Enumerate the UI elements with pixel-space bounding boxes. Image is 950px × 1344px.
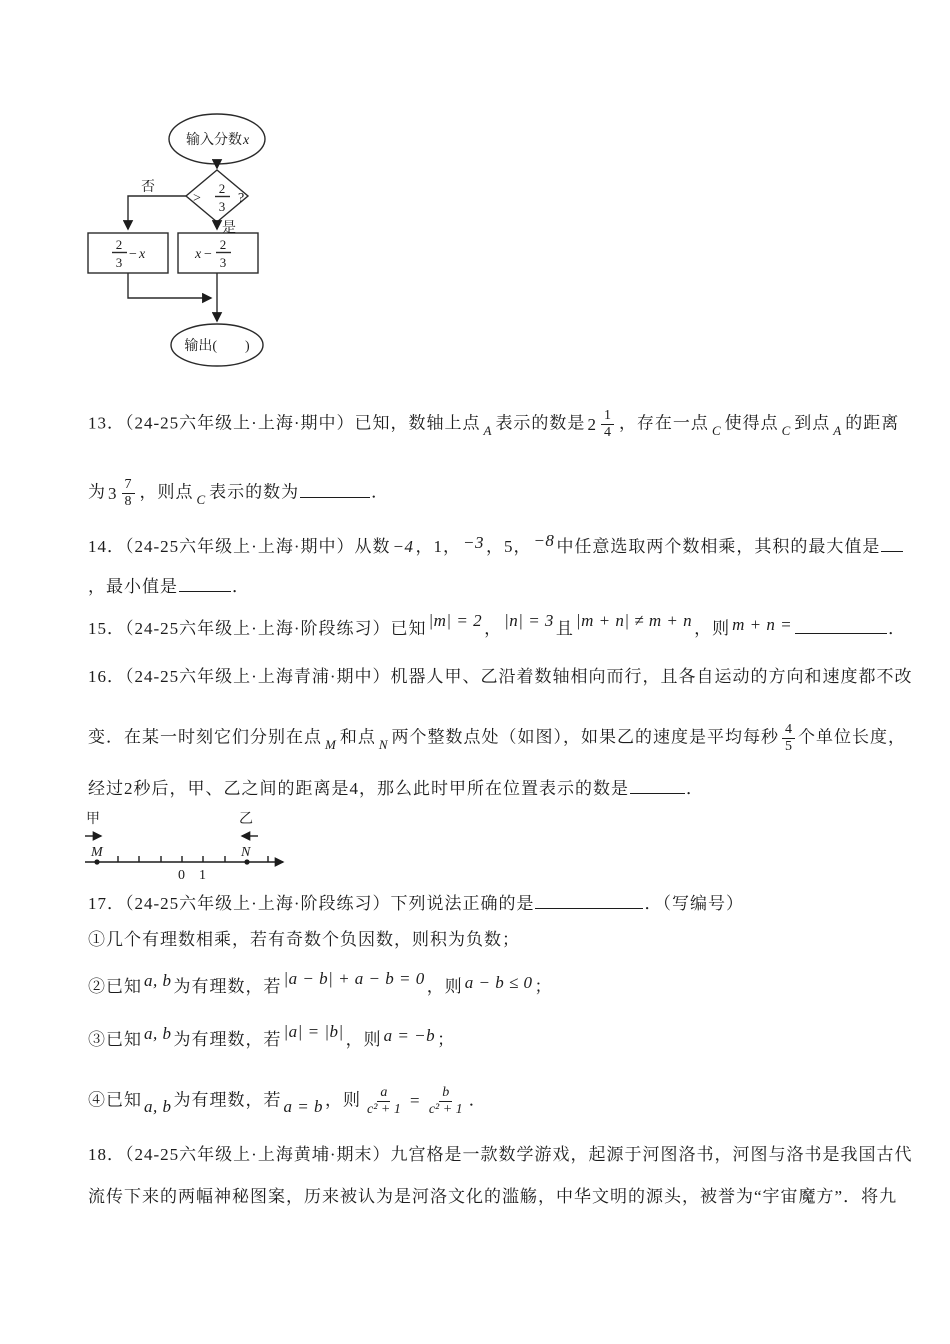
segment-frac: $\frac{4}{5}$ bbox=[782, 722, 795, 755]
segment-math: = bbox=[408, 1090, 421, 1110]
yi-label: 乙 bbox=[239, 812, 253, 827]
tick-label-zero: 0 bbox=[178, 868, 185, 883]
flowchart-end-label: 输出( ) bbox=[184, 339, 250, 354]
segment-text: ． bbox=[468, 1090, 487, 1110]
segment-math: |n| = 3 bbox=[504, 610, 554, 630]
question-18-line-2 bbox=[88, 1185, 897, 1209]
question-17-item-1 bbox=[88, 928, 520, 952]
segment-text: 为有理数，若 bbox=[173, 1030, 282, 1049]
segment-text: ，最小值是 bbox=[88, 576, 178, 596]
segment-sub: C bbox=[711, 422, 722, 438]
segment-text: 14．（24-25六年级上·上海·期中）从数 bbox=[88, 536, 391, 556]
segment-text: 中任意选取两个数相乘，其积的最大值是 bbox=[556, 536, 881, 556]
segment-text: ，5， bbox=[485, 536, 532, 556]
segment-sub: C bbox=[196, 491, 207, 507]
segment-math: |m + n| ≠ m + n bbox=[575, 610, 693, 630]
flowchart-no-label: 否 bbox=[141, 180, 155, 195]
segment-text: ， bbox=[484, 618, 503, 638]
tick-label-one: 1 bbox=[199, 868, 206, 883]
segment-text: 流传下来的两幅神秘图案，历来被认为是河洛文化的滥觞，中华文明的源头，被誉为“宇宙魔方”．将九 bbox=[88, 1187, 898, 1206]
segment-math: −4 bbox=[392, 536, 414, 556]
segment-text: 表示的数是 bbox=[495, 413, 586, 433]
segment-text: 13．（24-25六年级上·上海·期中）已知，数轴上点 bbox=[88, 413, 481, 433]
flowchart-right-numerator: 2 bbox=[219, 237, 227, 252]
segment-text: 两个整数点处（如图），如果乙的速度是平均每秒 bbox=[391, 727, 780, 747]
segment-text: 为有理数，若 bbox=[173, 977, 282, 996]
flowchart-left-denominator: 3 bbox=[115, 255, 123, 270]
segment-text: ，则 bbox=[345, 1030, 382, 1049]
segment-text: ． bbox=[232, 576, 250, 596]
question-17-item-4 bbox=[88, 1085, 487, 1118]
segment-text: ； bbox=[534, 977, 553, 996]
point-m-dot bbox=[94, 859, 99, 864]
segment-text: 到点 bbox=[794, 413, 831, 433]
segment-text: ． bbox=[371, 482, 390, 502]
segment-math: a, b bbox=[144, 971, 172, 990]
segment-text: ． bbox=[686, 778, 704, 798]
segment-text: ，则点 bbox=[139, 482, 194, 502]
flowchart-cond-denominator: 3 bbox=[218, 199, 226, 214]
segment-text: 个单位长度， bbox=[798, 727, 907, 747]
segment-text: 经过2秒后，甲、乙之间的距离是4，那么此时甲所在位置表示的数是 bbox=[88, 778, 629, 798]
segment-text: 15．（24-25六年级上·上海·阶段练习）已知 bbox=[88, 618, 427, 638]
segment-text: 17．（24-25六年级上·上海·阶段练习）下列说法正确的是 bbox=[88, 893, 535, 913]
segment-mixed: 3 $\frac{7}{8}$ bbox=[108, 477, 138, 510]
segment-sub: A bbox=[833, 422, 843, 438]
flowchart-left-numerator: 2 bbox=[115, 237, 123, 252]
question-17-head bbox=[88, 890, 744, 916]
segment-text: ，则 bbox=[426, 977, 463, 996]
segment-text: ，则 bbox=[694, 618, 731, 638]
jia-label: 甲 bbox=[86, 812, 100, 827]
segment-fraci: $\frac{b}{\text{c² + 1}}$ bbox=[428, 1085, 463, 1118]
segment-text: ．（写编号） bbox=[644, 893, 744, 913]
segment-sub: C bbox=[781, 422, 792, 438]
flowchart-cond-gt: > bbox=[193, 191, 201, 206]
question-18-line-1 bbox=[88, 1143, 912, 1167]
segment-text: ，存在一点 bbox=[618, 413, 709, 433]
segment-math: −8 bbox=[533, 530, 555, 550]
segment-sub: N bbox=[378, 736, 389, 752]
segment-text: ③已知 bbox=[88, 1030, 142, 1049]
flowchart-right-var: x bbox=[195, 247, 202, 262]
segment-text: ； bbox=[437, 1030, 456, 1049]
segment-text: ． bbox=[888, 618, 907, 638]
flowchart-right-operator: − bbox=[204, 247, 212, 262]
segment-fraci: $\frac{a}{\text{c² + 1}}$ bbox=[366, 1085, 401, 1118]
segment-text: ④已知 bbox=[88, 1090, 142, 1110]
flowchart-cond-numerator: 2 bbox=[218, 181, 226, 196]
segment-text: 和点 bbox=[339, 727, 376, 747]
segment-math: a = −b bbox=[383, 1026, 436, 1045]
segment-math: a, b bbox=[144, 1096, 172, 1116]
point-n-label: N bbox=[241, 845, 251, 860]
question-17-item-2 bbox=[88, 969, 553, 999]
segment-text: ，则 bbox=[324, 1090, 361, 1110]
segment-text: 16．（24-25六年级上·上海青浦·期中）机器人甲、乙沿着数轴相向而行，且各自运动的方向和速度都不改 bbox=[88, 667, 913, 686]
segment-text: 18．（24-25六年级上·上海黄埔·期末）九宫格是一款数学游戏，起源于河图洛书，河图与洛书是我国古代 bbox=[88, 1145, 913, 1164]
segment-math: −3 bbox=[462, 532, 484, 552]
segment-text: 变．在某一时刻它们分别在点 bbox=[88, 727, 322, 747]
flowchart-yes-label: 是 bbox=[222, 221, 236, 236]
flowchart-right-denominator: 3 bbox=[219, 255, 227, 270]
segment-text: 表示的数为 bbox=[209, 482, 300, 502]
segment-mixed: 2 $\frac{1}{4}$ bbox=[587, 408, 617, 441]
segment-math: |a − b| + a − b = 0 bbox=[283, 969, 425, 988]
segment-math: a − b ≤ 0 bbox=[464, 973, 533, 992]
segment-math: |m| = 2 bbox=[428, 610, 483, 630]
segment-sub: M bbox=[325, 736, 337, 752]
segment-text: ①几个有理数相乘，若有奇数个负因数，则积为负数； bbox=[88, 930, 520, 949]
point-n-dot bbox=[244, 859, 249, 864]
segment-text: 且 bbox=[555, 618, 574, 638]
flowchart-start-var: x bbox=[243, 133, 250, 148]
segment-text: 为 bbox=[88, 482, 106, 502]
flowchart-cond-question: ? bbox=[238, 191, 245, 206]
flowchart-left-var: x bbox=[139, 247, 146, 262]
segment-text: 的距离 bbox=[845, 413, 900, 433]
segment-math: |a| = |b| bbox=[283, 1022, 344, 1041]
question-17-item-3 bbox=[88, 1022, 456, 1052]
segment-text: 使得点 bbox=[724, 413, 779, 433]
segment-sub: A bbox=[483, 422, 493, 438]
point-m-label: M bbox=[91, 845, 103, 860]
segment-math: m + n = bbox=[732, 614, 793, 634]
segment-blank bbox=[535, 890, 643, 909]
flowchart-left-operator: − bbox=[129, 247, 137, 262]
segment-math: a = b bbox=[283, 1096, 323, 1116]
segment-math: a, b bbox=[144, 1024, 172, 1043]
segment-text: ，1， bbox=[415, 536, 461, 556]
flowchart-start-label: 输入分数 bbox=[186, 133, 242, 148]
segment-text: 为有理数，若 bbox=[173, 1090, 282, 1110]
segment-text: ②已知 bbox=[88, 977, 142, 996]
